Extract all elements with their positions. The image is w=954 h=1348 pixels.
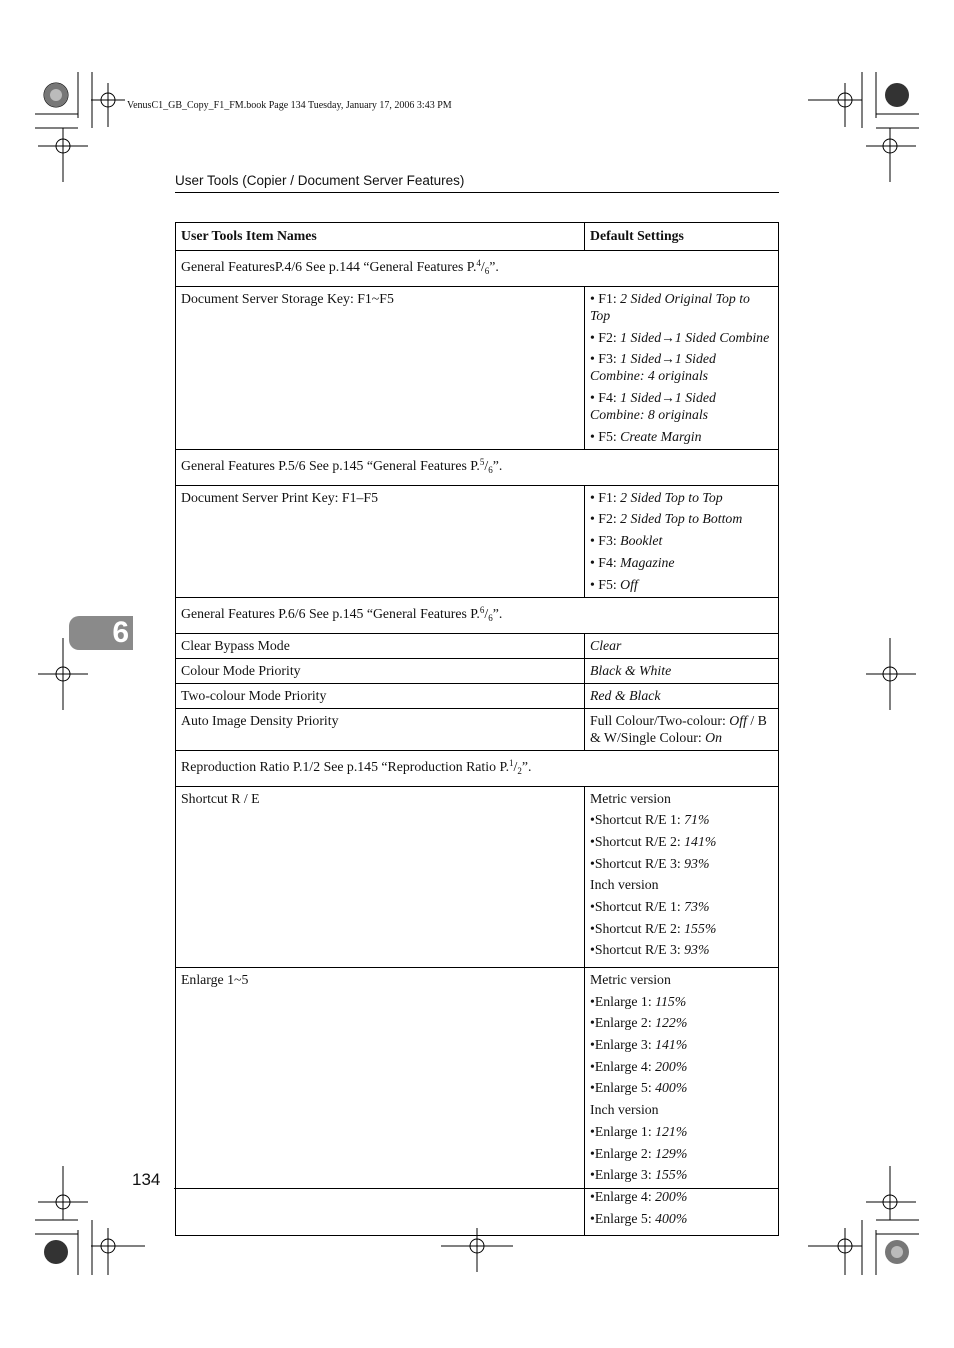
header-rule: [175, 192, 779, 193]
table-row: [176, 683, 779, 708]
list-item: •Enlarge 5: 400%: [590, 1210, 688, 1226]
version-label: Inch version: [590, 1102, 659, 1118]
item-name: Clear Bypass Mode: [176, 633, 585, 658]
list-item: • F2: 2 Sided Top to Bottom: [590, 511, 743, 527]
list-item: • F3: Booklet: [590, 533, 663, 549]
default-settings-list: [585, 287, 779, 450]
default-value: Full Colour/Two-colour: Off / B & W/Single Colour: On: [585, 708, 779, 750]
item-name: Two-colour Mode Priority: [176, 683, 585, 708]
table-row: [176, 658, 779, 683]
version-label: Metric version: [590, 790, 671, 806]
settings-table: [175, 222, 779, 1236]
section-reproduction-ratio-1: Reproduction Ratio P.1/2 See p.145 “Reproduction Ratio $P.^1/_2$”.: [176, 750, 779, 786]
list-item: •Enlarge 2: 129%: [590, 1145, 688, 1161]
default-value: Red & Black: [585, 683, 779, 708]
list-item: •Shortcut R/E 2: 155%: [590, 920, 717, 936]
list-item: • F3: 1 Sided→1 Sided Combine: 4 originals: [590, 351, 716, 384]
list-item: • F2: 1 Sided→1 Sided Combine: [590, 329, 770, 345]
page-number: 134: [132, 1170, 161, 1189]
section-general-features-5: General Features P.5/6 See p.145 “General Features $P.^5/_6$”.: [176, 449, 779, 485]
section-row: [176, 449, 779, 485]
list-item: • F1: 2 Sided Original Top to Top: [590, 291, 750, 323]
column-header-item-names: User Tools Item Names: [176, 223, 585, 251]
column-header-default-settings: Default Settings: [585, 223, 779, 251]
list-item: •Enlarge 2: 122%: [590, 1015, 688, 1031]
table-row: [176, 485, 779, 597]
list-item: •Enlarge 3: 155%: [590, 1167, 688, 1183]
table-header-row: [176, 223, 779, 251]
version-label: Metric version: [590, 972, 671, 987]
list-item: •Shortcut R/E 2: 141%: [590, 833, 717, 849]
list-item: •Enlarge 3: 141%: [590, 1037, 688, 1053]
print-info: VenusC1_GB_Copy_F1_FM.book Page 134 Tuesday, January 17, 2006 3:43 PM: [127, 100, 452, 111]
item-name: Auto Image Density Priority: [176, 708, 585, 750]
list-item: •Enlarge 1: 115%: [590, 993, 687, 1009]
list-item: •Shortcut R/E 1: 71%: [590, 812, 710, 828]
list-item: •Shortcut R/E 3: 93%: [590, 942, 710, 958]
list-item: •Enlarge 5: 400%: [590, 1080, 688, 1096]
item-name: Document Server Storage Key: F1~F5: [176, 287, 585, 450]
list-item: • F4: Magazine: [590, 554, 675, 570]
item-name: Shortcut R / E: [176, 786, 585, 968]
item-name: Document Server Print Key: F1–F5: [176, 485, 585, 597]
list-item: •Shortcut R/E 3: 93%: [590, 855, 710, 871]
chapter-tab: 6: [69, 616, 133, 650]
section-row: [176, 597, 779, 633]
item-name: Enlarge 1~5: [176, 968, 585, 1236]
list-item: •Enlarge 4: 200%: [590, 1188, 688, 1204]
list-item: • F1: 2 Sided Top to Top: [590, 489, 723, 505]
section-row: [176, 251, 779, 287]
running-header: User Tools (Copier / Document Server Features): [175, 173, 465, 188]
default-value: Clear: [585, 633, 779, 658]
default-settings-list: [585, 968, 779, 1236]
table-row: [176, 968, 779, 1236]
list-item: •Enlarge 4: 200%: [590, 1058, 688, 1074]
list-item: • F4: 1 Sided→1 Sided Combine: 8 originals: [590, 390, 716, 423]
table-row: [176, 786, 779, 968]
item-name: Colour Mode Priority: [176, 658, 585, 683]
list-item: • F5: Create Margin: [590, 428, 702, 444]
section-general-features-6: General Features P.6/6 See p.145 “General Features $P.^6/_6$”.: [176, 597, 779, 633]
table-row: [176, 708, 779, 750]
section-row: [176, 750, 779, 786]
list-item: • F5: Off: [590, 576, 638, 592]
table-row: [176, 287, 779, 450]
default-value: Black & White: [585, 658, 779, 683]
list-item: •Shortcut R/E 1: 73%: [590, 898, 710, 914]
version-label: Inch version: [590, 877, 659, 893]
section-general-features-4: General FeaturesP.4/6 See p.144 “General Features $P.^4/_6$”.: [176, 251, 779, 287]
list-item: •Enlarge 1: 121%: [590, 1123, 688, 1139]
table-row: [176, 633, 779, 658]
default-settings-list: [585, 485, 779, 597]
default-settings-list: [585, 786, 779, 968]
